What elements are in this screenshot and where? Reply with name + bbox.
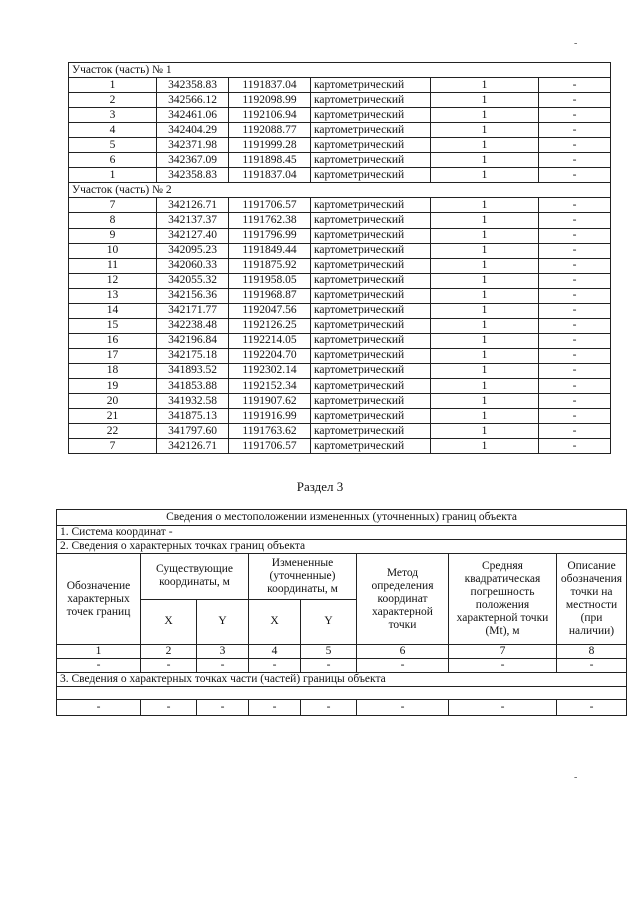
- cell-x: 342055.32: [157, 273, 229, 288]
- cell-x: 341875.13: [157, 409, 229, 424]
- cell-accuracy: 1: [431, 123, 539, 138]
- cell-method: картометрический: [311, 228, 431, 243]
- table-row: [69, 168, 611, 183]
- cell-desc: -: [539, 198, 611, 213]
- cell-method: картометрический: [311, 78, 431, 93]
- cell-desc: -: [539, 409, 611, 424]
- section-heading: Раздел 3: [296, 479, 344, 494]
- cell-method: картометрический: [311, 409, 431, 424]
- cell-x: 342404.29: [157, 123, 229, 138]
- cell-desc: -: [539, 243, 611, 258]
- cell-method: картометрический: [311, 394, 431, 409]
- cell-desc: -: [539, 394, 611, 409]
- cell-method: картометрический: [311, 108, 431, 123]
- cell-y: 1191849.44: [229, 243, 311, 258]
- cell-desc: -: [539, 258, 611, 273]
- cell-n: 8: [69, 213, 157, 228]
- cell-n: 13: [69, 288, 157, 303]
- cell-n: 10: [69, 243, 157, 258]
- header-accuracy: Средняя квадратическая погрешность положения характерной точки (Mt), м: [449, 554, 557, 645]
- cell-n: 16: [69, 333, 157, 348]
- cell-desc: -: [539, 348, 611, 363]
- table-row: [69, 288, 611, 303]
- scan-mark: -: [574, 38, 578, 49]
- section3-table: [56, 509, 627, 716]
- cell-y: 1192098.99: [229, 93, 311, 108]
- cell-method: картометрический: [311, 378, 431, 393]
- cell-y: 1191763.62: [229, 424, 311, 439]
- empty-points-row: - - - - - - - -: [57, 659, 627, 673]
- cell-accuracy: 1: [431, 378, 539, 393]
- cell-desc: -: [539, 228, 611, 243]
- cell-accuracy: 1: [431, 198, 539, 213]
- part-title: Участок (часть) № 2: [69, 183, 611, 198]
- cell-x: 342238.48: [157, 318, 229, 333]
- cell-n: 7: [69, 198, 157, 213]
- cell-method: картометрический: [311, 439, 431, 454]
- header-method: Метод определения координат характерной точки: [357, 554, 449, 645]
- table-row: [69, 138, 611, 153]
- cell-x: 342566.12: [157, 93, 229, 108]
- cell-desc: -: [539, 363, 611, 378]
- cell-y: 1192214.05: [229, 333, 311, 348]
- cell-n: 15: [69, 318, 157, 333]
- cell-y: 1192152.34: [229, 378, 311, 393]
- cell-method: картометрический: [311, 348, 431, 363]
- table-row: [69, 108, 611, 123]
- cell-method: картометрический: [311, 273, 431, 288]
- cell-desc: -: [539, 93, 611, 108]
- cell-desc: -: [539, 378, 611, 393]
- cell-method: картометрический: [311, 198, 431, 213]
- cell-x: 342127.40: [157, 228, 229, 243]
- cell-x: 342358.83: [157, 78, 229, 93]
- cell-y: 1191916.99: [229, 409, 311, 424]
- cell-method: картометрический: [311, 363, 431, 378]
- cell-y: 1192106.94: [229, 108, 311, 123]
- coordinate-system-row: 1. Система координат -: [57, 526, 627, 540]
- cell-n: 18: [69, 363, 157, 378]
- cell-desc: -: [539, 138, 611, 153]
- cell-x: 342095.23: [157, 243, 229, 258]
- cell-n: 14: [69, 303, 157, 318]
- cell-desc: -: [539, 333, 611, 348]
- header-changed-y: Y: [301, 599, 357, 645]
- cell-n: 12: [69, 273, 157, 288]
- cell-method: картометрический: [311, 288, 431, 303]
- cell-n: 21: [69, 409, 157, 424]
- cell-accuracy: 1: [431, 409, 539, 424]
- cell-accuracy: 1: [431, 153, 539, 168]
- table-row: [69, 153, 611, 168]
- header-changed-coordinates: Измененные (уточненные) координаты, м: [249, 554, 357, 600]
- cell-y: 1192126.25: [229, 318, 311, 333]
- cell-method: картометрический: [311, 424, 431, 439]
- cell-x: 342175.18: [157, 348, 229, 363]
- cell-x: 342126.71: [157, 439, 229, 454]
- part-title-row: [69, 63, 611, 78]
- cell-y: 1192204.70: [229, 348, 311, 363]
- section3-table-title: Сведения о местоположении измененных (уточненных) границ объекта: [57, 510, 627, 526]
- table-row: [69, 424, 611, 439]
- cell-method: картометрический: [311, 258, 431, 273]
- cell-y: 1191907.62: [229, 394, 311, 409]
- cell-x: 342126.71: [157, 198, 229, 213]
- cell-desc: -: [539, 288, 611, 303]
- cell-desc: -: [539, 424, 611, 439]
- cell-x: 342461.06: [157, 108, 229, 123]
- part-boundary-heading: 3. Сведения о характерных точках части (частей) границы объекта: [57, 673, 627, 687]
- table-row: [69, 409, 611, 424]
- coordinates-table: [68, 62, 611, 454]
- cell-y: 1191837.04: [229, 78, 311, 93]
- cell-y: 1192302.14: [229, 363, 311, 378]
- cell-accuracy: 1: [431, 78, 539, 93]
- cell-desc: -: [539, 168, 611, 183]
- part-title: Участок (часть) № 1: [69, 63, 611, 78]
- cell-accuracy: 1: [431, 168, 539, 183]
- cell-desc: -: [539, 213, 611, 228]
- cell-accuracy: 1: [431, 318, 539, 333]
- cell-accuracy: 1: [431, 138, 539, 153]
- cell-n: 11: [69, 258, 157, 273]
- cell-n: 3: [69, 108, 157, 123]
- header-existing-x: X: [141, 599, 197, 645]
- table-row: [69, 243, 611, 258]
- cell-y: 1191837.04: [229, 168, 311, 183]
- cell-n: 2: [69, 93, 157, 108]
- header-existing-y: Y: [197, 599, 249, 645]
- cell-desc: -: [539, 123, 611, 138]
- cell-y: 1191958.05: [229, 273, 311, 288]
- cell-y: 1191706.57: [229, 439, 311, 454]
- cell-method: картометрический: [311, 318, 431, 333]
- cell-accuracy: 1: [431, 439, 539, 454]
- cell-y: 1192047.56: [229, 303, 311, 318]
- table-row: [69, 93, 611, 108]
- cell-y: 1191898.45: [229, 153, 311, 168]
- cell-n: 5: [69, 138, 157, 153]
- cell-accuracy: 1: [431, 273, 539, 288]
- cell-y: 1191875.92: [229, 258, 311, 273]
- table-row: [69, 439, 611, 454]
- header-point-designation: Обозначение характерных точек границ: [57, 554, 141, 645]
- scan-mark: -: [574, 772, 578, 783]
- cell-accuracy: 1: [431, 213, 539, 228]
- table-row: [69, 333, 611, 348]
- cell-method: картометрический: [311, 123, 431, 138]
- cell-n: 4: [69, 123, 157, 138]
- cell-method: картометрический: [311, 138, 431, 153]
- table-row: [69, 123, 611, 138]
- cell-x: 342371.98: [157, 138, 229, 153]
- cell-method: картометрический: [311, 93, 431, 108]
- cell-accuracy: 1: [431, 258, 539, 273]
- table-row: [69, 198, 611, 213]
- cell-x: 342060.33: [157, 258, 229, 273]
- cell-y: 1191999.28: [229, 138, 311, 153]
- cell-y: 1191968.87: [229, 288, 311, 303]
- boundary-points-heading: 2. Сведения о характерных точках границ объекта: [57, 540, 627, 554]
- cell-n: 1: [69, 78, 157, 93]
- cell-accuracy: 1: [431, 333, 539, 348]
- cell-method: картометрический: [311, 303, 431, 318]
- coordinates-table-body: [69, 63, 611, 454]
- cell-n: 17: [69, 348, 157, 363]
- cell-desc: -: [539, 318, 611, 333]
- cell-n: 6: [69, 153, 157, 168]
- cell-desc: -: [539, 303, 611, 318]
- table-row: [69, 213, 611, 228]
- cell-desc: -: [539, 153, 611, 168]
- empty-part-points-row: - - - - - - - -: [57, 700, 627, 716]
- cell-y: 1191762.38: [229, 213, 311, 228]
- table-row: [69, 394, 611, 409]
- table-row: [69, 378, 611, 393]
- cell-n: 7: [69, 439, 157, 454]
- cell-accuracy: 1: [431, 93, 539, 108]
- cell-x: 342196.84: [157, 333, 229, 348]
- cell-accuracy: 1: [431, 303, 539, 318]
- cell-accuracy: 1: [431, 108, 539, 123]
- cell-method: картометрический: [311, 243, 431, 258]
- cell-n: 22: [69, 424, 157, 439]
- empty-spacer-row: [57, 687, 627, 700]
- cell-accuracy: 1: [431, 363, 539, 378]
- cell-x: 341853.88: [157, 378, 229, 393]
- cell-n: 9: [69, 228, 157, 243]
- table-row: [69, 258, 611, 273]
- cell-y: 1192088.77: [229, 123, 311, 138]
- table-row: [69, 78, 611, 93]
- part-title-row: [69, 183, 611, 198]
- cell-method: картометрический: [311, 168, 431, 183]
- cell-method: картометрический: [311, 333, 431, 348]
- cell-y: 1191796.99: [229, 228, 311, 243]
- cell-x: 341893.52: [157, 363, 229, 378]
- cell-accuracy: 1: [431, 288, 539, 303]
- cell-desc: -: [539, 273, 611, 288]
- cell-x: 342156.36: [157, 288, 229, 303]
- table-row: [69, 273, 611, 288]
- cell-x: 342137.37: [157, 213, 229, 228]
- cell-desc: -: [539, 78, 611, 93]
- cell-accuracy: 1: [431, 348, 539, 363]
- cell-method: картометрический: [311, 213, 431, 228]
- cell-accuracy: 1: [431, 243, 539, 258]
- cell-x: 341932.58: [157, 394, 229, 409]
- header-existing-coordinates: Существующие координаты, м: [141, 554, 249, 600]
- cell-accuracy: 1: [431, 228, 539, 243]
- cell-n: 1: [69, 168, 157, 183]
- cell-desc: -: [539, 439, 611, 454]
- table-row: [69, 348, 611, 363]
- header-description: Описание обозначения точки на местности (при наличии): [557, 554, 627, 645]
- cell-x: 342358.83: [157, 168, 229, 183]
- table-row: [69, 318, 611, 333]
- column-number-row: 1 2 3 4 5 6 7 8: [57, 645, 627, 659]
- cell-x: 341797.60: [157, 424, 229, 439]
- header-changed-x: X: [249, 599, 301, 645]
- cell-accuracy: 1: [431, 424, 539, 439]
- cell-n: 20: [69, 394, 157, 409]
- cell-x: 342367.09: [157, 153, 229, 168]
- table-row: [69, 363, 611, 378]
- cell-desc: -: [539, 108, 611, 123]
- cell-method: картометрический: [311, 153, 431, 168]
- cell-x: 342171.77: [157, 303, 229, 318]
- cell-n: 19: [69, 378, 157, 393]
- cell-y: 1191706.57: [229, 198, 311, 213]
- cell-accuracy: 1: [431, 394, 539, 409]
- table-row: [69, 303, 611, 318]
- table-row: [69, 228, 611, 243]
